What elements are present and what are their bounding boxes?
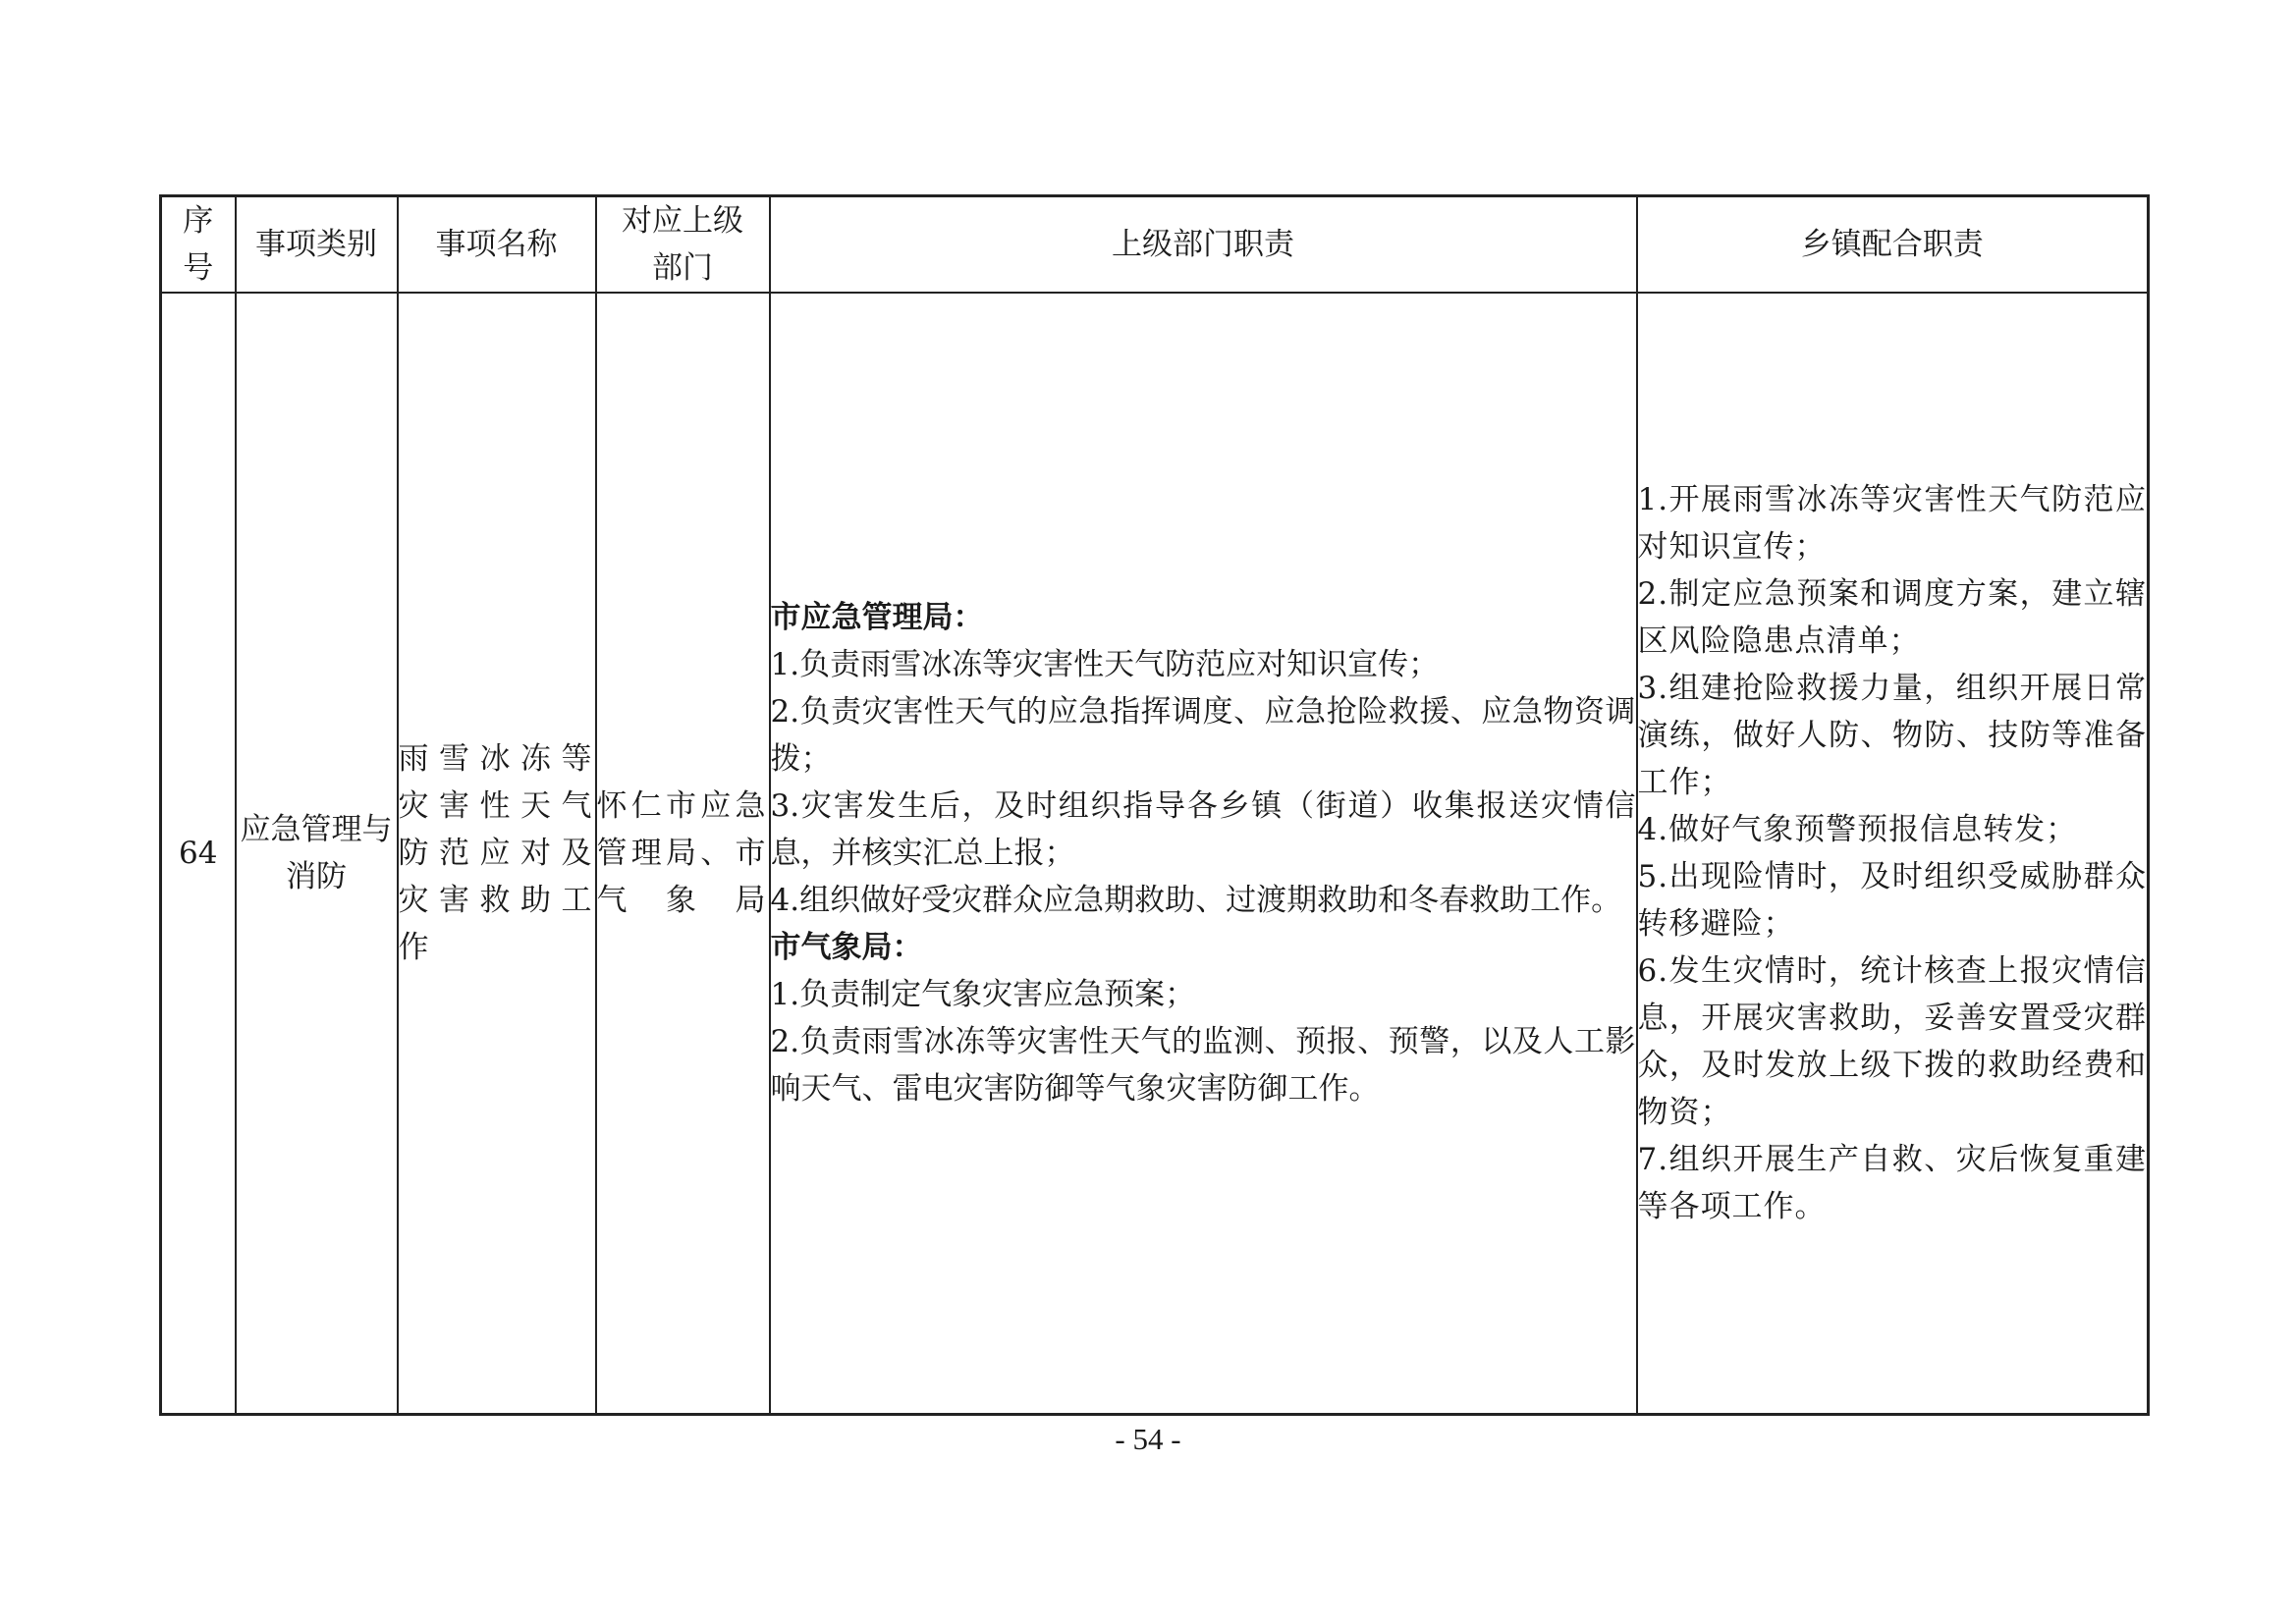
header-upper-dept: 对应上级部门 [596, 196, 770, 294]
town-duty-item: 1.开展雨雪冰冻等灾害性天气防范应对知识宣传； [1637, 482, 2147, 565]
page-number: - 54 - [1115, 1422, 1181, 1456]
town-duty-item: 7.组织开展生产自救、灾后恢复重建等各项工作。 [1637, 1142, 2147, 1224]
row-category: 应急管理与消防 [236, 293, 398, 1415]
duty-item: 4.组织做好受灾群众应急期救助、过渡期救助和冬春救助工作。 [770, 883, 1622, 918]
section-title-weather: 市气象局： [770, 930, 923, 965]
header-town-duty: 乡镇配合职责 [1637, 196, 2149, 294]
town-duty-item: 3.组建抢险救援力量，组织开展日常演练，做好人防、物防、技防等准备工作； [1637, 671, 2147, 800]
row-upper-dept: 怀仁市应急管理局、市气象局 [596, 293, 770, 1415]
section-title-emergency: 市应急管理局： [770, 600, 984, 635]
duty-table [159, 194, 2150, 1416]
header-row [161, 196, 2149, 294]
header-category: 事项类别 [236, 196, 398, 294]
town-duty-item: 6.发生灾情时，统计核查上报灾情信息，开展灾害救助，妥善安置受灾群众，及时发放上级下拨的救助经费和物资； [1637, 953, 2147, 1130]
duty-item: 2.负责灾害性天气的应急指挥调度、应急抢险救援、应急物资调拨； [770, 694, 1636, 777]
duty-item: 1.负责制定气象灾害应急预案； [770, 977, 1196, 1012]
town-duty-item: 4.做好气象预警预报信息转发； [1637, 812, 2078, 847]
header-upper-duty: 上级部门职责 [770, 196, 1637, 294]
duty-item: 2.负责雨雪冰冻等灾害性天气的监测、预报、预警，以及人工影响天气、雷电灾害防御等气象灾害防御工作。 [770, 1024, 1636, 1107]
row-town-duty [1637, 293, 2149, 1415]
duty-item: 1.负责雨雪冰冻等灾害性天气防范应对知识宣传； [770, 647, 1440, 682]
row-seq: 64 [161, 293, 236, 1415]
town-duty-item: 2.制定应急预案和调度方案，建立辖区风险隐患点清单； [1637, 576, 2147, 659]
header-seq: 序号 [161, 196, 236, 294]
table-row [161, 293, 2149, 1415]
row-upper-duty [770, 293, 1637, 1415]
town-duty-item: 5.出现险情时，及时组织受威胁群众转移避险； [1637, 859, 2147, 942]
duty-item: 3.灾害发生后，及时组织指导各乡镇（街道）收集报送灾情信息，并核实汇总上报； [770, 788, 1636, 871]
row-name: 雨雪冰冻等灾害性天气防范应对及灾害救助工作 [398, 293, 596, 1415]
header-name: 事项名称 [398, 196, 596, 294]
